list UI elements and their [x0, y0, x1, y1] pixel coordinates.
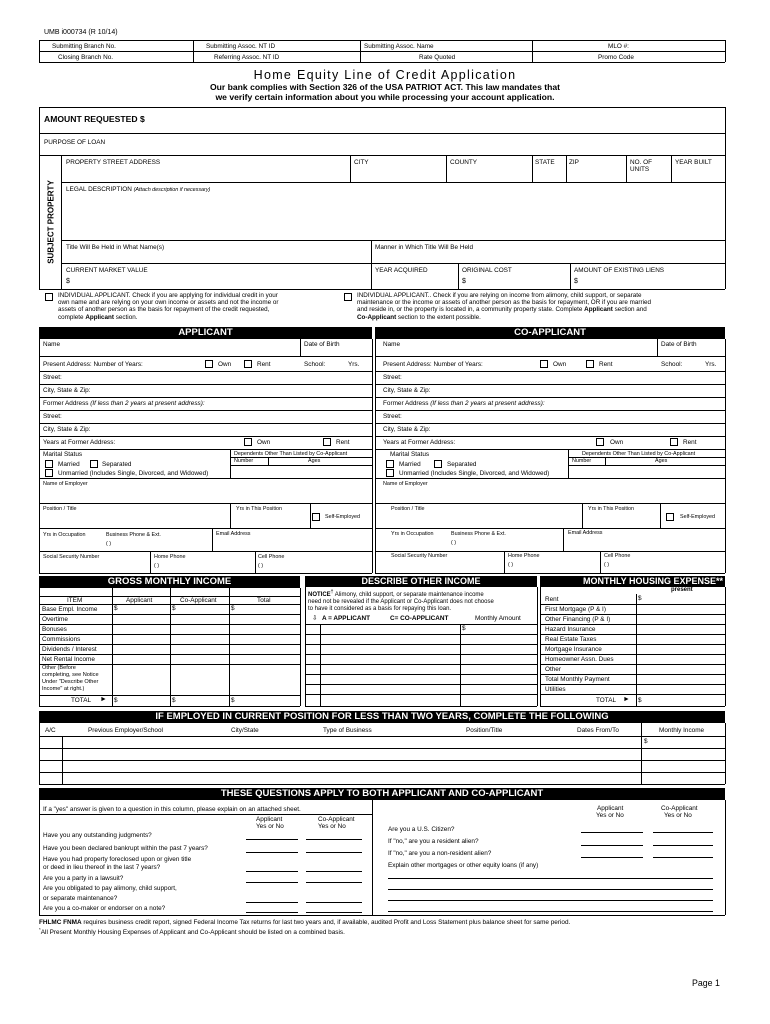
income-other-line-3: Under "Describe Other [42, 679, 99, 685]
co-former-address-field[interactable] [383, 400, 545, 407]
income-applicant-col: Applicant [126, 597, 153, 604]
co-business-phone-field[interactable]: Business Phone & Ext. [451, 531, 506, 537]
applicant-street-field[interactable]: Street: [43, 374, 62, 381]
title-held-field[interactable]: Title Will Be Held in What Name(s) [66, 244, 165, 251]
income-base-applicant-dollar[interactable]: $ [114, 605, 118, 612]
footer-requirements [39, 919, 570, 926]
mlo-field[interactable]: MLO #: [608, 43, 629, 50]
notice-line-3: to have it considered as a basis for repaying this loan. [308, 606, 452, 612]
footer-agencies: FHLMC FNMA [39, 919, 82, 926]
q-comaker-app-answer[interactable] [246, 912, 298, 913]
q-lawsuit: Are you a party in a lawsuit? [43, 875, 124, 882]
applicant-dob-field[interactable]: Date of Birth [304, 341, 340, 348]
q-alimony-2: or separate maintenance? [43, 895, 118, 902]
q-alimony-1: Are you obligated to pay alimony, child support, [43, 885, 177, 892]
housing-total-arrow-icon: ► [623, 696, 630, 703]
co-applicant-header: CO-APPLICANT [375, 327, 725, 339]
co-former-label: Former Address [383, 400, 431, 407]
income-row-dividends: Dividends / Interest [42, 646, 97, 653]
applicant-former-own-checkbox[interactable] [244, 438, 252, 446]
applicant-self-employed-label: Self-Employed [325, 514, 361, 520]
applicant-rent-label: Rent [257, 361, 271, 368]
housing-utilities: Utilities [545, 686, 566, 693]
co-separated-checkbox[interactable] [434, 460, 442, 468]
legal-note: (Attach description if necessary) [133, 187, 211, 193]
applicant-married-label: Married [58, 461, 80, 468]
zip-field[interactable]: ZIP [569, 159, 579, 166]
co-married-checkbox[interactable] [386, 460, 394, 468]
notice-text-1: Alimony, child support, or separate maintenance income [333, 592, 484, 598]
q-comaker-co-answer[interactable] [306, 912, 362, 913]
co-street-field[interactable]: Street: [383, 374, 402, 381]
q-explain-line-2[interactable] [388, 889, 713, 890]
co-cell-phone-paren: ( ) [604, 562, 610, 568]
q-applicant-col: Applicant [256, 816, 283, 823]
individual-left-line-4 [58, 314, 333, 321]
down-arrow-icon: ⇩ [312, 615, 318, 622]
applicant-yrs-label: Yrs. [348, 361, 360, 368]
co-former-city-field[interactable]: City, State & Zip: [383, 426, 431, 433]
housing-hazard: Hazard Insurance [545, 626, 596, 633]
individual-right-line-3 [357, 306, 719, 313]
emp-col-employer: Previous Employer/School [88, 727, 163, 734]
property-street-field[interactable]: PROPERTY STREET ADDRESS [66, 159, 161, 166]
q-co-yesno: Yes or No [318, 823, 346, 830]
applicant-school-field[interactable]: School: [304, 361, 326, 368]
co-name-field[interactable]: Name [383, 341, 401, 348]
income-row-overtime: Overtime [42, 616, 68, 623]
individual-right-line-4 [357, 314, 719, 321]
co-dependents-number[interactable]: Number [572, 458, 592, 464]
co-yrs-position-field[interactable]: Yrs in This Position [588, 506, 635, 512]
applicant-ssn-field[interactable]: Social Security Number [43, 554, 100, 560]
q-explain-line-3[interactable] [388, 900, 713, 901]
emp-col-city: City/State [231, 727, 259, 734]
co-home-phone-field[interactable]: Home Phone [508, 553, 540, 559]
individual-applicant-checkbox[interactable] [45, 293, 53, 301]
q-bankrupt-co-answer[interactable] [306, 852, 362, 853]
notice-line-1: NOTICE† Alimony, child support, or separate maintenance income [308, 589, 484, 598]
housing-first-mortgage: First Mortgage (P & I) [545, 606, 606, 613]
applicant-cell-phone-paren: ( ) [258, 563, 264, 569]
applicant-years-former-field[interactable]: Years at Former Address: [43, 439, 116, 446]
emp-income-dollar[interactable]: $ [644, 738, 648, 745]
individual-left-line-2: own name and are relying on your own income or assets and not the income or [58, 299, 279, 307]
co-years-former-field[interactable]: Years at Former Address: [383, 439, 456, 446]
applicant-former-note: (If less than 2 years at present address): [90, 400, 205, 407]
questions-header: THESE QUESTIONS APPLY TO BOTH APPLICANT AND CO-APPLICANT [39, 788, 725, 800]
q-lawsuit-co-answer[interactable] [306, 882, 362, 883]
state-field[interactable]: STATE [535, 159, 555, 166]
applicant-former-own-label: Own [257, 439, 271, 446]
patriot-act-notice-2: we verify certain information about you while processing your account application. [215, 92, 555, 102]
housing-total-dollar[interactable]: $ [638, 697, 642, 704]
market-value-dollar: $ [66, 278, 70, 285]
gross-income-header: GROSS MONTHLY INCOME [39, 576, 300, 588]
other-income-dollar[interactable]: $ [462, 625, 466, 632]
applicant-former-label: Former Address [43, 400, 91, 407]
individual-right-end-a: Co-Applicant [357, 313, 397, 321]
applicant-yrs-occupation-field[interactable]: Yrs in Occupation [43, 532, 86, 538]
co-rent-label: Rent [599, 361, 613, 368]
co-city-field[interactable]: City, State & Zip: [383, 387, 431, 394]
housing-rent: Rent [545, 596, 559, 603]
applicant-former-street-field[interactable]: Street: [43, 413, 62, 420]
income-row-rental: Net Rental Income [42, 656, 95, 663]
co-dependents-ages[interactable]: Ages [655, 458, 668, 464]
q-foreclosed-co-answer[interactable] [306, 871, 362, 872]
closing-branch-field[interactable]: Closing Branch No. [58, 54, 114, 61]
applicant-own-checkbox[interactable] [205, 360, 213, 368]
q-resident-app-answer[interactable] [581, 845, 643, 846]
applicant-header: APPLICANT [39, 327, 372, 339]
individual-left-end-c: section. [114, 313, 138, 321]
legal-description-field[interactable] [66, 186, 210, 193]
individual-right-line-3a: and reside in, or the property is located in, a community property state. Complete [357, 306, 585, 314]
q-explain-line-1[interactable] [388, 878, 713, 879]
applicant-separated-checkbox[interactable] [90, 460, 98, 468]
amount-requested-field[interactable]: AMOUNT REQUESTED $ [44, 114, 145, 124]
co-business-phone-paren: ( ) [451, 540, 457, 546]
emp-col-dates: Dates From/To [577, 727, 619, 734]
individual-right-line-3b: Applicant [584, 306, 613, 314]
notice-label: NOTICE [308, 592, 331, 598]
city-field[interactable]: CITY [354, 159, 369, 166]
applicant-employer-field[interactable]: Name of Employer [43, 481, 88, 487]
page-number: Page 1 [692, 978, 720, 988]
applicant-dependents-ages[interactable]: Ages [308, 458, 321, 464]
applicant-email-field[interactable]: Email Address [216, 531, 251, 537]
manner-title-field[interactable]: Manner in Which Title Will Be Held [375, 244, 474, 251]
income-total-col: Total [257, 597, 271, 604]
emp-col-position: Position/Title [466, 727, 503, 734]
co-home-phone-paren: ( ) [508, 562, 514, 568]
applicant-dependents-label: Dependents Other Than Listed by Co-Applicant [234, 451, 348, 457]
income-total-label: TOTAL [71, 697, 92, 704]
q-bankrupt: Have you been declared bankrupt within the past 7 years? [43, 845, 208, 852]
employment-header: IF EMPLOYED IN CURRENT POSITION FOR LESS THAN TWO YEARS, COMPLETE THE FOLLOWING [39, 711, 725, 723]
housing-total-payment: Total Monthly Payment [545, 676, 610, 683]
income-total-total-dollar[interactable]: $ [231, 697, 235, 704]
income-row-commissions: Commissions [42, 636, 81, 643]
co-former-note: (If less than 2 years at present address): [430, 400, 545, 407]
q-resident-co-answer[interactable] [653, 845, 713, 846]
income-other-line-1: Other (Before [42, 665, 76, 671]
applicant-city-field[interactable]: City, State & Zip: [43, 387, 91, 394]
applicant-home-phone-field[interactable]: Home Phone [154, 554, 186, 560]
individual-right-line-3c: section and [612, 306, 647, 314]
applicant-former-rent-label: Rent [336, 439, 350, 446]
individual-applicant-text [58, 292, 333, 321]
individual-left-end-b: Applicant [85, 313, 114, 321]
q-resident-alien: If "no," are you a resident alien? [388, 838, 479, 845]
subject-property-label: SUBJECT PROPERTY [46, 180, 56, 264]
submitting-assoc-id-field[interactable]: Submitting Assoc. NT ID [206, 43, 276, 50]
monthly-amount-label: Monthly Amount [475, 615, 521, 622]
other-income-notice [308, 589, 494, 613]
individual-co-applicant-text [357, 292, 719, 321]
income-total-co-dollar[interactable]: $ [172, 697, 176, 704]
q-citizen-co-answer[interactable] [653, 832, 713, 833]
applicant-rent-checkbox[interactable] [244, 360, 252, 368]
income-other-line-4: Income" at right.) [42, 686, 85, 692]
individual-left-end-a: complete [58, 313, 86, 321]
applicant-home-phone-paren: ( ) [154, 563, 160, 569]
applicant-cell-phone-field[interactable]: Cell Phone [258, 554, 285, 560]
rate-quoted-field[interactable]: Rate Quoted [419, 54, 456, 61]
year-built-field[interactable]: YEAR BUILT [675, 159, 712, 166]
housing-hoa: Homeowner Assn. Dues [545, 656, 614, 663]
housing-mortgage-insurance: Mortgage Insurance [545, 646, 602, 653]
q-citizen-app-answer[interactable] [581, 832, 643, 833]
housing-other: Other [545, 666, 561, 673]
emp-col-ac: A/C [45, 727, 56, 734]
income-row-bonuses: Bonuses [42, 626, 67, 633]
q-foreclosed-app-answer[interactable] [246, 871, 298, 872]
footer-note: *All Present Monthly Housing Expenses of Applicant and Co-Applicant should be listed on a combined basis. [39, 927, 345, 937]
other-income-header: DESCRIBE OTHER INCOME [305, 576, 537, 587]
co-former-own-label: Own [610, 439, 624, 446]
housing-other-financing: Other Financing (P & I) [545, 616, 611, 623]
notice-line-2: need not be revealed if the Applicant or Co-Applicant does not choose [308, 599, 494, 605]
footer-requirements-text: requires business credit report, signed Federal Income Tax returns for last two years and, if available, audited Profit and Loss Statement plus balance sheet for same period. [81, 919, 571, 926]
applicant-present-address: Present Address: Number of Years: [43, 361, 143, 368]
co-own-label: Own [553, 361, 567, 368]
co-former-own-checkbox[interactable] [596, 438, 604, 446]
co-marital-label: Marital Status [390, 451, 430, 458]
applicant-former-rent-checkbox[interactable] [323, 438, 331, 446]
co-former-street-field[interactable]: Street: [383, 413, 402, 420]
existing-liens-field[interactable]: AMOUNT OF EXISTING LIENS [574, 267, 665, 274]
county-field[interactable]: COUNTY [450, 159, 477, 166]
co-present-address: Present Address: Number of Years: [383, 361, 483, 368]
individual-right-line-1: INDIVIDUAL APPLICANT.. Check if you are relying on income from alimony, child support, or separate [357, 292, 642, 299]
housing-total-label: TOTAL [596, 697, 617, 704]
applicant-self-employed-checkbox[interactable] [312, 513, 320, 521]
co-school-field[interactable]: School: [661, 361, 683, 368]
q-alimony-co-answer[interactable] [306, 902, 362, 903]
co-married-label: Married [399, 461, 421, 468]
q-foreclosed-1: Have you had property foreclosed upon or given title [43, 856, 192, 863]
applicant-separated-label: Separated [102, 461, 132, 468]
co-dependents-label: Dependents Other Than Listed by Co-Applicant [582, 451, 696, 457]
income-base-co-dollar[interactable]: $ [172, 605, 176, 612]
year-acquired-field[interactable]: YEAR ACQUIRED [375, 267, 428, 274]
applicant-former-city-field[interactable]: City, State & Zip: [43, 426, 91, 433]
co-self-employed-checkbox[interactable] [666, 513, 674, 521]
income-row-other [42, 665, 99, 693]
applicant-unmarried-checkbox[interactable] [45, 469, 53, 477]
housing-expense-header: MONTHLY HOUSING EXPENSE** [540, 576, 725, 587]
q-other-mortgages: Explain other mortgages or other equity loans (if any) [388, 862, 539, 869]
applicant-marital-label: Marital Status [43, 451, 83, 458]
emp-col-income: Monthly Income [659, 727, 705, 734]
total-arrow-icon: ► [100, 696, 107, 703]
q-foreclosed-2: or deed in lieu thereof in the last 7 years? [43, 864, 161, 871]
units-label-1[interactable]: NO. OF [630, 159, 653, 166]
q-judgments-app-answer[interactable] [246, 839, 298, 840]
income-other-line-2: completing, see Notice [42, 672, 99, 678]
q-right-applicant-col: Applicant [597, 805, 624, 812]
housing-taxes: Real Estate Taxes [545, 636, 597, 643]
co-employer-field[interactable]: Name of Employer [383, 481, 428, 487]
submitting-branch-field[interactable]: Submitting Branch No. [52, 43, 116, 50]
co-dob-field[interactable]: Date of Birth [661, 341, 697, 348]
co-former-rent-label: Rent [683, 439, 697, 446]
individual-right-line-2: maintenance or the income or assets of another person as the basis for repayment, OR if you are married [357, 299, 652, 307]
co-position-field[interactable]: Position / Title [391, 506, 425, 512]
income-co-applicant-col: Co-Applicant [180, 597, 217, 604]
q-judgments-co-answer[interactable] [306, 839, 362, 840]
co-email-field[interactable]: Email Address [568, 530, 603, 536]
q-citizen: Are you a U.S. Citizen? [388, 826, 455, 833]
applicant-former-address-field[interactable] [43, 400, 205, 407]
submitting-assoc-name-field[interactable]: Submitting Assoc. Name [364, 43, 434, 50]
co-self-employed-label: Self-Employed [680, 514, 716, 520]
income-base-total-dollar[interactable]: $ [231, 605, 235, 612]
applicant-name-field[interactable]: Name [43, 341, 61, 348]
q-co-col: Co-Applicant [318, 816, 355, 823]
legal-description-label: LEGAL DESCRIPTION [66, 186, 132, 193]
co-former-rent-checkbox[interactable] [670, 438, 678, 446]
existing-liens-dollar: $ [574, 278, 578, 285]
co-own-checkbox[interactable] [540, 360, 548, 368]
co-rent-checkbox[interactable] [586, 360, 594, 368]
housing-rent-dollar[interactable]: $ [638, 595, 642, 602]
questions-intro: If a "yes" answer is given to a question in this column, please explain on an attached sheet. [43, 806, 301, 813]
co-separated-label: Separated [447, 461, 477, 468]
income-item-col: ITEM [67, 597, 83, 604]
co-yrs-occupation-field[interactable]: Yrs in Occupation [391, 531, 434, 537]
individual-co-applicant-checkbox[interactable] [344, 293, 352, 301]
q-right-co-yesno: Yes or No [664, 812, 692, 819]
form-id: UMB i000734 (R 10/14) [44, 29, 118, 36]
individual-left-line-1: INDIVIDUAL APPLICANT. Check if you are applying for individual credit in your [58, 292, 278, 299]
co-yrs-label: Yrs. [705, 361, 717, 368]
q-nonresident-app-answer[interactable] [581, 857, 643, 858]
q-bankrupt-app-answer[interactable] [246, 852, 298, 853]
page-title: Home Equity Line of Credit Application [253, 68, 517, 82]
applicant-unmarried-label: Unmarried (Includes Single, Divorced, and Widowed) [58, 470, 209, 477]
q-right-co-col: Co-Applicant [661, 805, 698, 812]
applicant-own-label: Own [218, 361, 232, 368]
q-right-applicant-yesno: Yes or No [596, 812, 624, 819]
applicant-business-phone-field[interactable]: Business Phone & Ext. [106, 532, 161, 538]
q-judgments: Have you any outstanding judgments? [43, 832, 152, 839]
emp-col-business: Type of Business [323, 727, 372, 734]
footer-note-text: All Present Monthly Housing Expenses of Applicant and Co-Applicant should be listed on a combined basis. [40, 929, 345, 937]
individual-left-line-3: assets of another person as the basis for repayment of the credit requested, [58, 306, 270, 314]
co-ssn-field[interactable]: Social Security Number [391, 553, 448, 559]
applicant-position-field[interactable]: Position / Title [43, 506, 77, 512]
promo-code-field[interactable]: Promo Code [598, 54, 634, 61]
individual-right-end-b: section to the extent possible. [396, 313, 481, 321]
q-nonresident-co-answer[interactable] [653, 857, 713, 858]
q-alimony-app-answer[interactable] [246, 902, 298, 903]
applicant-yrs-position-field[interactable]: Yrs in This Position [236, 506, 283, 512]
applicant-business-phone-paren: ( ) [106, 541, 112, 547]
applicant-married-checkbox[interactable] [45, 460, 53, 468]
co-unmarried-label: Unmarried (Includes Single, Divorced, and Widowed) [399, 470, 550, 477]
a-applicant-label: A = APPLICANT [322, 615, 370, 622]
co-unmarried-checkbox[interactable] [386, 469, 394, 477]
original-cost-field[interactable]: ORIGINAL COST [462, 267, 512, 274]
income-total-applicant-dollar[interactable]: $ [114, 697, 118, 704]
q-lawsuit-app-answer[interactable] [246, 882, 298, 883]
original-cost-dollar: $ [462, 278, 466, 285]
units-label-2: UNITS [630, 166, 650, 173]
q-comaker: Are you a co-maker or endorser on a note? [43, 905, 166, 912]
patriot-act-notice-1: Our bank complies with Section 326 of the USA PATRIOT ACT. This law mandates that [209, 82, 560, 92]
market-value-field[interactable]: CURRENT MARKET VALUE [66, 267, 148, 274]
co-cell-phone-field[interactable]: Cell Phone [604, 553, 631, 559]
applicant-dependents-number[interactable]: Number [234, 458, 254, 464]
referring-assoc-id-field[interactable]: Referring Assoc. NT ID [214, 54, 280, 61]
purpose-of-loan-field[interactable]: PURPOSE OF LOAN [44, 139, 106, 146]
housing-present-label: present [671, 587, 693, 593]
q-nonresident-alien: If "no," are you a non-resident alien? [388, 850, 492, 857]
c-co-applicant-label: C= CO-APPLICANT [390, 615, 449, 622]
income-row-base: Base Empl. Income [42, 606, 98, 613]
q-explain-line-4[interactable] [388, 911, 713, 912]
q-applicant-yesno: Yes or No [256, 823, 284, 830]
